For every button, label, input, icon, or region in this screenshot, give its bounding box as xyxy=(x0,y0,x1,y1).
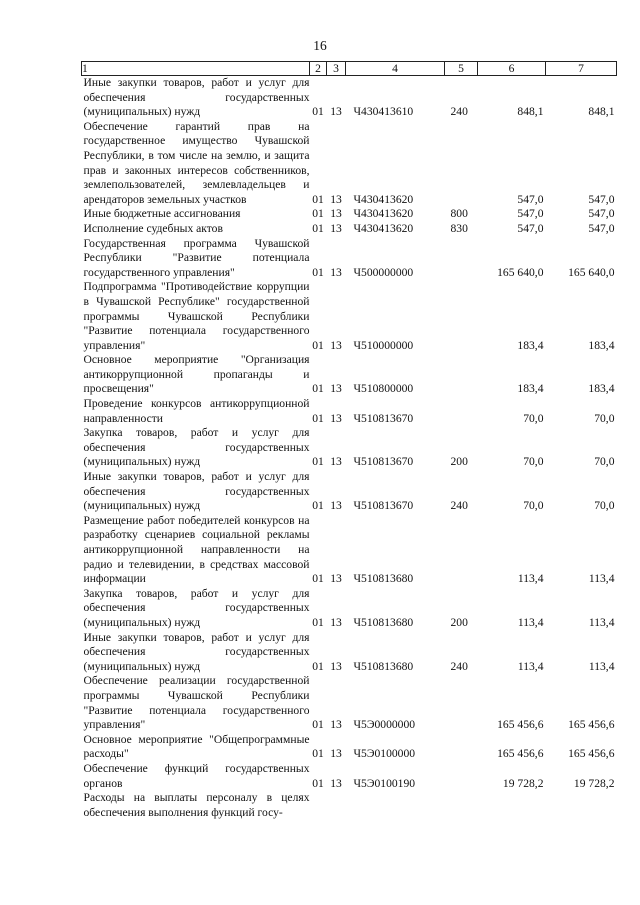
row-name: Проведение конкурсов антикоррупционной направленности xyxy=(83,397,310,425)
row-amount-2020: 165 456,6 xyxy=(497,718,544,732)
row-subsection: 13 xyxy=(330,572,342,586)
row-amount-2021: 547,0 xyxy=(588,192,615,206)
row-target-code: Ч5Э0000000 xyxy=(353,718,416,732)
row-expense-type xyxy=(445,280,478,353)
row-name: Расходы на выплаты персоналу в целях обеспечения выполнения функций госу- xyxy=(83,791,310,819)
table-row xyxy=(82,674,617,732)
table-row xyxy=(82,353,617,397)
row-name: Иные закупки товаров, работ и услуг для обеспечения государственных (муниципальных) нужд xyxy=(83,76,310,119)
row-target-code: Ч500000000 xyxy=(353,265,414,279)
row-amount-2021: 165 456,6 xyxy=(568,718,615,732)
row-target-code: Ч5Э0100000 xyxy=(353,747,416,761)
row-section xyxy=(310,791,327,820)
row-section: 01 xyxy=(312,105,324,119)
row-amount-2020: 113,4 xyxy=(517,615,544,629)
row-amount-2020 xyxy=(478,791,546,820)
page-number: 16 xyxy=(313,38,327,53)
row-expense-type: 830 xyxy=(450,221,468,235)
row-section: 01 xyxy=(312,265,324,279)
row-expense-type: 240 xyxy=(450,499,468,513)
row-subsection: 13 xyxy=(330,207,342,221)
table-row xyxy=(82,397,617,426)
row-section: 01 xyxy=(312,411,324,425)
row-subsection: 13 xyxy=(330,221,342,235)
table-row xyxy=(82,280,617,353)
header-col-6: 6 xyxy=(478,62,546,76)
table-row xyxy=(82,237,617,281)
row-subsection: 13 xyxy=(330,382,342,396)
row-subsection: 13 xyxy=(330,411,342,425)
row-name: Закупка товаров, работ и услуг для обеспечения государственных (муниципальных) нужд xyxy=(83,586,310,629)
row-name: Размещение работ победителей конкурсов на разработку сценариев социальной рекламы антикоррупционной направленности на радио и телевидении, в средствах массовой информации xyxy=(83,513,310,586)
table-row xyxy=(82,791,617,820)
row-amount-2020: 70,0 xyxy=(523,455,544,469)
row-amount-2021: 165 456,6 xyxy=(568,747,615,761)
row-target-code: Ч430413620 xyxy=(353,221,414,235)
row-subsection: 13 xyxy=(330,747,342,761)
header-col-4: 4 xyxy=(346,62,445,76)
table-row xyxy=(82,426,617,470)
table-row xyxy=(82,222,617,237)
row-target-code: Ч510813670 xyxy=(353,455,414,469)
row-amount-2020: 547,0 xyxy=(517,221,544,235)
header-col-1: 1 xyxy=(82,62,310,76)
row-subsection xyxy=(327,791,346,820)
row-expense-type xyxy=(445,397,478,426)
row-amount-2021: 113,4 xyxy=(588,659,615,673)
row-amount-2020: 165 456,6 xyxy=(497,747,544,761)
table-row xyxy=(82,76,617,120)
row-target-code xyxy=(346,791,445,820)
row-amount-2020: 19 728,2 xyxy=(502,776,544,790)
row-amount-2021: 70,0 xyxy=(594,499,615,513)
row-target-code: Ч430413620 xyxy=(353,192,414,206)
budget-table xyxy=(81,61,617,820)
row-name: Основное мероприятие "Общепрограммные расходы" xyxy=(83,732,310,761)
row-amount-2021: 113,4 xyxy=(588,615,615,629)
row-subsection: 13 xyxy=(330,776,342,790)
row-section: 01 xyxy=(312,221,324,235)
row-amount-2020: 70,0 xyxy=(523,411,544,425)
row-section: 01 xyxy=(312,192,324,206)
row-name: Государственная программа Чувашской Республики "Развитие потенциала государственного управления" xyxy=(83,236,310,279)
row-amount-2021: 183,4 xyxy=(588,338,615,352)
row-name: Закупка товаров, работ и услуг для обеспечения государственных (муниципальных) нужд xyxy=(83,426,310,469)
header-col-5: 5 xyxy=(445,62,478,76)
row-amount-2020: 183,4 xyxy=(517,338,544,352)
row-target-code: Ч510000000 xyxy=(353,338,414,352)
row-name: Иные закупки товаров, работ и услуг для обеспечения государственных (муниципальных) нужд xyxy=(83,470,310,513)
row-amount-2020: 848,1 xyxy=(517,105,544,119)
row-amount-2021: 70,0 xyxy=(594,411,615,425)
row-expense-type xyxy=(445,353,478,397)
row-expense-type: 240 xyxy=(450,659,468,673)
row-amount-2020: 183,4 xyxy=(517,382,544,396)
row-target-code: Ч430413620 xyxy=(353,207,414,221)
table-row xyxy=(82,733,617,762)
row-target-code: Ч510813670 xyxy=(353,411,414,425)
row-expense-type xyxy=(445,762,478,791)
row-amount-2020: 547,0 xyxy=(517,207,544,221)
row-amount-2021 xyxy=(546,791,617,820)
table-body xyxy=(82,76,617,821)
row-expense-type: 200 xyxy=(450,615,468,629)
header-col-2: 2 xyxy=(310,62,327,76)
table-row xyxy=(82,631,617,675)
row-amount-2021: 183,4 xyxy=(588,382,615,396)
row-amount-2021: 165 640,0 xyxy=(568,265,615,279)
row-subsection: 13 xyxy=(330,192,342,206)
row-expense-type: 200 xyxy=(450,455,468,469)
row-section: 01 xyxy=(312,572,324,586)
row-section: 01 xyxy=(312,207,324,221)
row-amount-2021: 70,0 xyxy=(594,455,615,469)
row-section: 01 xyxy=(312,615,324,629)
row-subsection: 13 xyxy=(330,499,342,513)
row-amount-2020: 547,0 xyxy=(517,192,544,206)
table-row xyxy=(82,207,617,222)
row-subsection: 13 xyxy=(330,265,342,279)
row-section: 01 xyxy=(312,776,324,790)
row-amount-2020: 113,4 xyxy=(517,659,544,673)
row-subsection: 13 xyxy=(330,455,342,469)
table-row xyxy=(82,470,617,514)
row-expense-type xyxy=(445,514,478,587)
row-amount-2021: 113,4 xyxy=(588,572,615,586)
row-name: Обеспечение функций государственных органов xyxy=(83,761,310,790)
row-section: 01 xyxy=(312,338,324,352)
row-amount-2020: 165 640,0 xyxy=(497,265,544,279)
row-expense-type xyxy=(445,237,478,281)
row-section: 01 xyxy=(312,718,324,732)
row-amount-2020: 70,0 xyxy=(523,499,544,513)
row-name: Иные бюджетные ассигнования xyxy=(83,207,241,221)
row-target-code: Ч510813670 xyxy=(353,499,414,513)
row-expense-type xyxy=(445,791,478,820)
row-name: Основное мероприятие "Организация антикоррупционной пропаганды и просвещения" xyxy=(83,353,310,396)
row-target-code: Ч510800000 xyxy=(353,382,414,396)
header-col-3: 3 xyxy=(327,62,346,76)
row-name: Иные закупки товаров, работ и услуг для обеспечения государственных (муниципальных) нужд xyxy=(83,630,310,673)
row-expense-type: 240 xyxy=(450,105,468,119)
row-target-code: Ч510813680 xyxy=(353,572,414,586)
row-target-code: Ч510813680 xyxy=(353,659,414,673)
row-section: 01 xyxy=(312,382,324,396)
table-row xyxy=(82,120,617,208)
table-header-row xyxy=(82,62,617,76)
table-row xyxy=(82,587,617,631)
table-row xyxy=(82,762,617,791)
row-name: Исполнение судебных актов xyxy=(83,221,223,235)
row-subsection: 13 xyxy=(330,718,342,732)
row-name: Обеспечение гарантий прав на государственное имущество Чувашской Республики, в том числе на землю, и защита прав и законных интересов собственников, землепользователей, землевладельцев и арендаторов земельных участков xyxy=(83,119,310,206)
row-target-code: Ч510813680 xyxy=(353,615,414,629)
row-section: 01 xyxy=(312,455,324,469)
table-row xyxy=(82,514,617,587)
header-col-7: 7 xyxy=(546,62,617,76)
row-amount-2021: 547,0 xyxy=(588,221,615,235)
row-name: Подпрограмма "Противодействие коррупции в Чувашской Республике" государственной программы Чувашской Республики "Развитие потенциала государственного управления" xyxy=(83,280,310,352)
row-target-code: Ч5Э0100190 xyxy=(353,776,416,790)
row-amount-2021: 19 728,2 xyxy=(573,776,615,790)
row-expense-type: 800 xyxy=(450,207,468,221)
row-name: Обеспечение реализации государственной программы Чувашской Республики "Развитие потенциала государственного управления" xyxy=(83,674,310,732)
row-expense-type xyxy=(445,733,478,762)
row-subsection: 13 xyxy=(330,615,342,629)
row-section: 01 xyxy=(312,499,324,513)
row-subsection: 13 xyxy=(330,105,342,119)
row-subsection: 13 xyxy=(330,659,342,673)
row-amount-2020: 113,4 xyxy=(517,572,544,586)
row-expense-type xyxy=(445,674,478,732)
row-amount-2021: 547,0 xyxy=(588,207,615,221)
row-target-code: Ч430413610 xyxy=(353,105,414,119)
row-subsection: 13 xyxy=(330,338,342,352)
row-section: 01 xyxy=(312,659,324,673)
row-amount-2021: 848,1 xyxy=(588,105,615,119)
row-expense-type xyxy=(445,120,478,208)
row-section: 01 xyxy=(312,747,324,761)
